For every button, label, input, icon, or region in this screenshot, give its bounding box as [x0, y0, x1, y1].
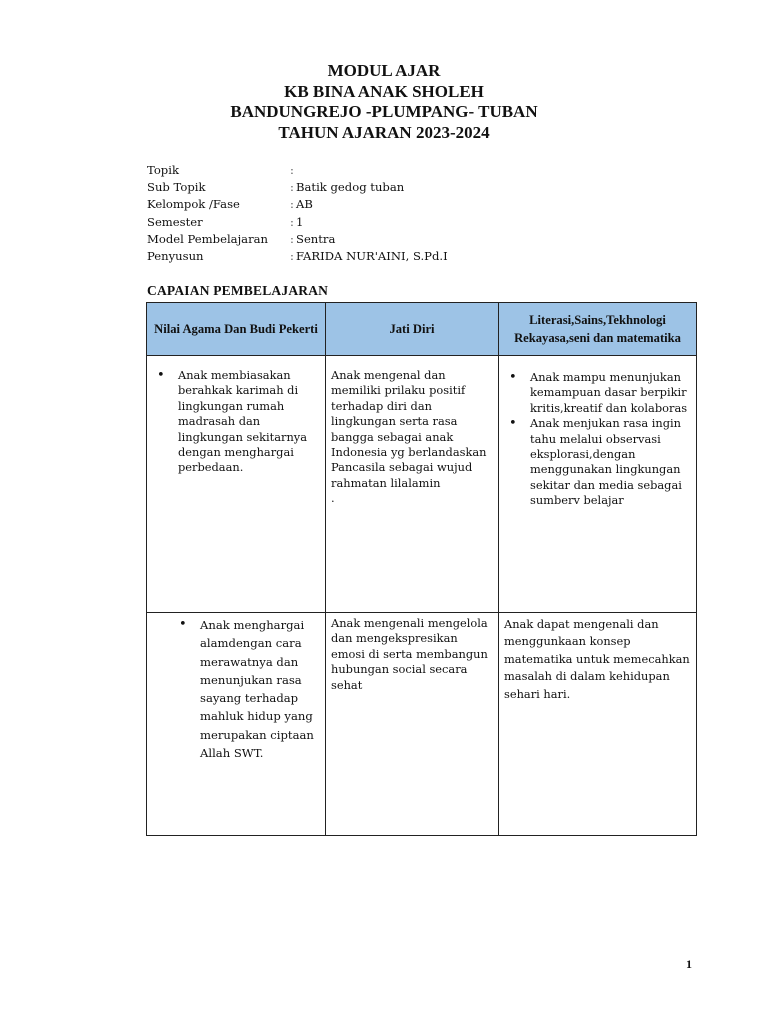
meta-separator: : — [290, 180, 294, 195]
module-info — [147, 162, 448, 265]
table-cell — [499, 613, 697, 836]
table-header-row — [147, 303, 697, 356]
meta-row-topik — [147, 162, 448, 179]
cell-text: Anak dapat mengenali dan menggunkaan konsep matematika untuk memecahkan masalah di dalam kehidupan sehari hari. — [504, 617, 690, 701]
bullet-list — [152, 616, 320, 762]
meta-label: Kelompok /Fase — [147, 197, 240, 212]
title-line-2: KB BINA ANAK SHOLEH — [284, 81, 484, 101]
meta-separator: : — [290, 214, 294, 229]
meta-value: FARIDA NUR'AINI, S.Pd.I — [296, 249, 448, 264]
meta-value: Sentra — [296, 231, 336, 246]
list-item: • Anak membiasakan berahkak karimah di lingkungan rumah madrasah dan lingkungan sekitarnya dengan menghargai perbedaan. — [152, 368, 320, 476]
bullet-list — [152, 368, 320, 476]
bullet-list — [504, 370, 691, 509]
document-title — [0, 61, 768, 143]
meta-value: 1 — [296, 214, 304, 229]
meta-row-sub-topik — [147, 179, 448, 196]
capaian-table — [146, 302, 697, 836]
meta-separator: : — [290, 231, 294, 246]
meta-value: AB — [296, 197, 313, 212]
meta-separator: : — [290, 249, 294, 264]
cell-text: Anak mengenali mengelola dan mengekspresikan emosi di serta membangun hubungan social secara sehat — [331, 616, 488, 692]
table-row — [147, 613, 697, 836]
meta-row-model — [147, 231, 448, 248]
meta-label: Semester — [147, 214, 203, 229]
meta-label: Model Pembelajaran — [147, 231, 268, 246]
title-line-3: BANDUNGREJO -PLUMPANG- TUBAN — [230, 102, 538, 121]
list-item: • Anak mampu menunjukan kemampuan dasar berpikir kritis,kreatif dan kolaboras — [504, 370, 691, 416]
cell-trailing-text: . — [331, 491, 335, 506]
meta-label: Topik — [147, 163, 179, 177]
table-cell — [147, 613, 326, 836]
meta-row-penyusun — [147, 248, 448, 265]
title-line-1: MODUL AJAR — [327, 61, 441, 80]
meta-separator: : — [290, 197, 294, 212]
column-header: Nilai Agama Dan Budi Pekerti — [147, 303, 326, 356]
table-cell — [326, 356, 499, 613]
section-heading: CAPAIAN PEMBELAJARAN — [147, 283, 329, 298]
meta-separator: : — [290, 163, 294, 177]
meta-label: Sub Topik — [147, 180, 206, 195]
meta-row-semester — [147, 214, 448, 231]
list-item: • Anak menghargai alamdengan cara merawatnya dan menunjukan rasa sayang terhadap mahluk hidup yang merupakan ciptaan Allah SWT. — [152, 616, 320, 762]
table-cell — [326, 613, 499, 836]
list-item: • Anak menjukan rasa ingin tahu melalui observasi eksplorasi,dengan menggunakan lingkungan sekitar dan media sebagai sumberv belajar — [504, 416, 691, 508]
page-number: 1 — [686, 957, 692, 971]
meta-value: Batik gedog tuban — [296, 180, 405, 195]
meta-row-kelompok — [147, 196, 448, 213]
table-row — [147, 356, 697, 613]
column-header: Jati Diri — [326, 303, 499, 356]
column-header: Literasi,Sains,Tekhnologi Rekayasa,seni dan matematika — [499, 303, 697, 356]
cell-text: Anak mengenal dan memiliki prilaku positif terhadap diri dan lingkungan serta rasa bangga sebagai anak Indonesia yg berlandaskan Pancasila sebagai wujud rahmatan lilalamin — [331, 368, 487, 490]
table-cell — [147, 356, 326, 613]
title-line-4: TAHUN AJARAN 2023-2024 — [278, 122, 490, 142]
table-cell — [499, 356, 697, 613]
meta-label: Penyusun — [147, 249, 204, 264]
